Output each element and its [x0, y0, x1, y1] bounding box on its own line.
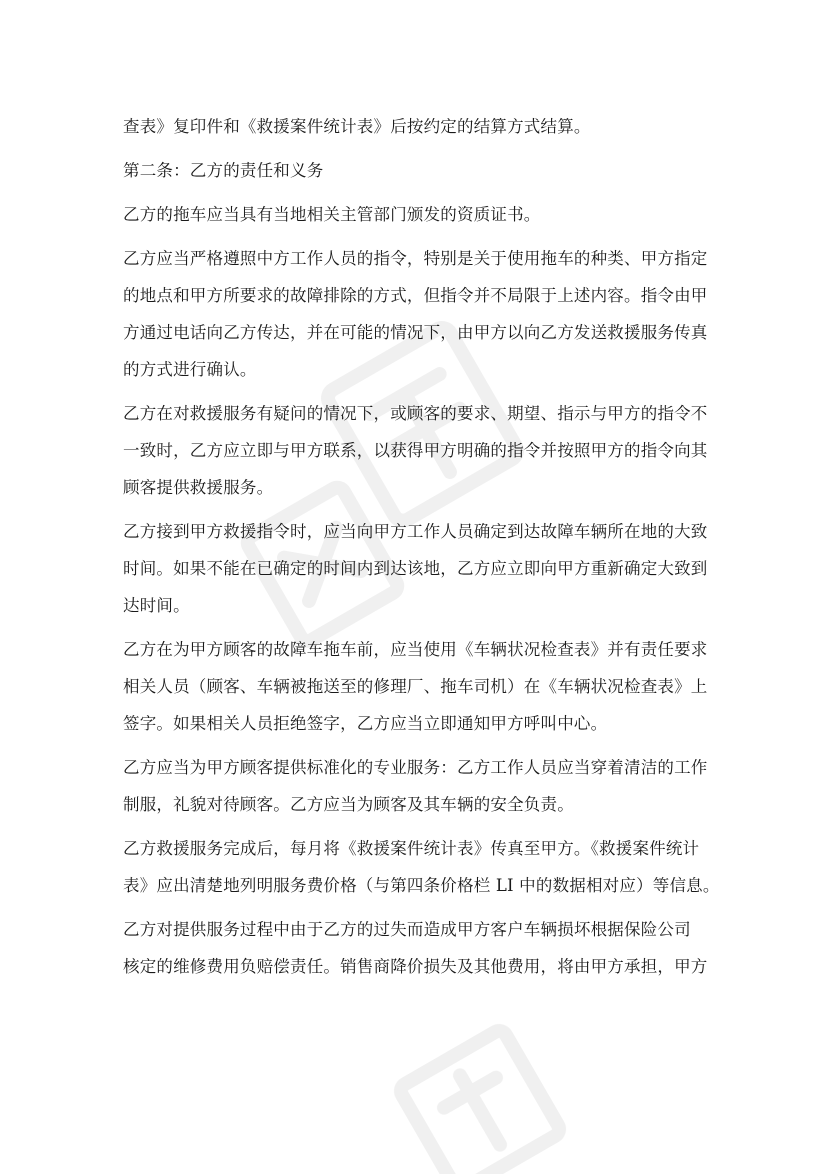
- text-line: 乙方的拖车应当具有当地相关主管部门颁发的资质证书。: [123, 205, 541, 224]
- paragraph-7: [123, 631, 708, 742]
- paragraph-5: [123, 395, 708, 506]
- text-line: 方通过电话向乙方传达，并在可能的情况下，由甲方以向乙方发送救援服务传真: [123, 323, 708, 342]
- text-line: 乙方在对救援服务有疑问的情况下，或顾客的要求、期望、指示与甲方的指令不: [123, 404, 708, 423]
- text-line: 的方式进行确认。: [123, 360, 257, 379]
- text-line: 核定的维修费用负赔偿责任。销售商降价损失及其他费用，将由甲方承担，甲方: [123, 957, 708, 976]
- text-line: 达时间。: [123, 596, 190, 615]
- paragraph-10: [123, 911, 708, 985]
- paragraph-6: [123, 513, 708, 624]
- text-line: 表》应出清楚地列明服务费价格（与第四条价格栏 LI 中的数据相对应）等信息。: [123, 876, 720, 895]
- paragraph-8: [123, 749, 708, 823]
- paragraph-4: [123, 240, 708, 388]
- paragraph-1: [123, 108, 708, 145]
- text-line: 乙方应当为甲方顾客提供标准化的专业服务：乙方工作人员应当穿着清洁的工作: [123, 758, 708, 777]
- text-line: 签字。如果相关人员拒绝签字，乙方应当立即通知甲方呼叫中心。: [123, 714, 608, 733]
- text-line: 乙方应当严格遵照中方工作人员的指令，特别是关于使用拖车的种类、甲方指定: [123, 249, 708, 268]
- text-line: 查表》复印件和《救援案件统计表》后按约定的结算方式结算。: [123, 117, 591, 136]
- text-line: 一致时，乙方应立即与甲方联系，以获得甲方明确的指令并按照甲方的指令向其: [123, 441, 708, 460]
- text-line: 乙方接到甲方救援指令时，应当向甲方工作人员确定到达故障车辆所在地的大致: [123, 522, 708, 541]
- paragraph-3: [123, 196, 708, 233]
- text-line: 制服，礼貌对待顾客。乙方应当为顾客及其车辆的安全负责。: [123, 795, 574, 814]
- text-line: 相关人员（顾客、车辆被拖送至的修理厂、拖车司机）在《车辆状况检查表》上: [123, 677, 708, 696]
- text-line: 顾客提供救援服务。: [123, 478, 274, 497]
- text-line: 乙方在为甲方顾客的故障车拖车前，应当使用《车辆状况检查表》并有责任要求: [123, 640, 708, 659]
- text-line: 时间。如果不能在已确定的时间内到达该地，乙方应立即向甲方重新确定大致到: [123, 559, 708, 578]
- section-heading: [123, 152, 708, 189]
- text-line: 乙方对提供服务过程中由于乙方的过失而造成甲方客户车辆损坏根据保险公司: [123, 920, 691, 939]
- paragraph-9: [123, 830, 720, 904]
- document-body: [123, 108, 720, 992]
- text-line: 乙方救援服务完成后，每月将《救援案件统计表》传真至甲方。《救援案件统计: [123, 839, 700, 858]
- text-line: 第二条：乙方的责任和义务: [123, 161, 324, 180]
- text-line: 的地点和甲方所要求的故障排除的方式，但指令并不局限于上述内容。指令由甲: [123, 286, 708, 305]
